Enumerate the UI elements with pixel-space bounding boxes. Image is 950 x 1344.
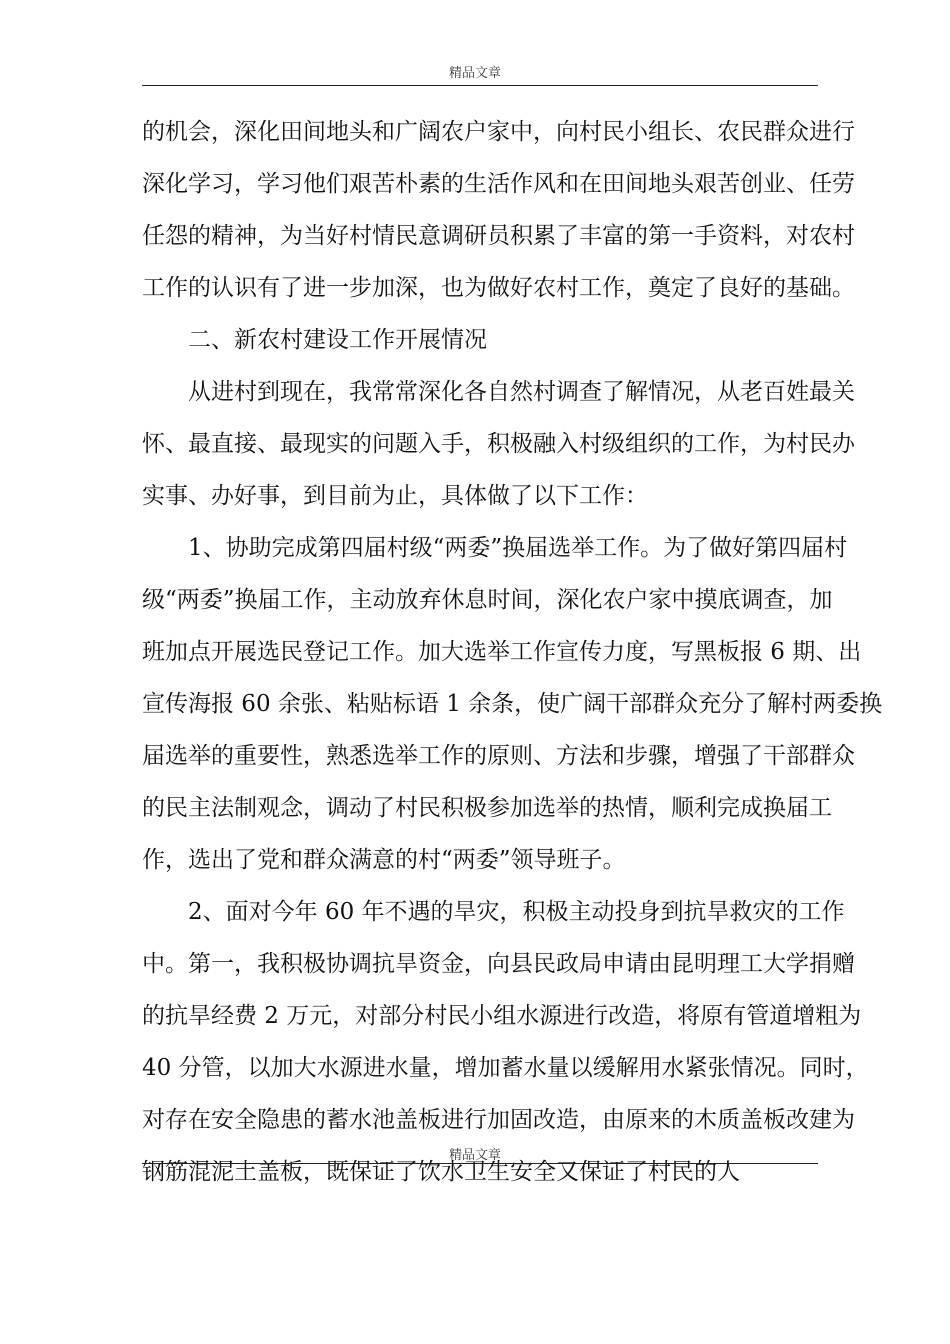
header-rule [142,85,818,86]
text-line: 的机会，深化田间地头和广阔农户家中，向村民小组长、农民群众进行 [142,119,855,145]
text-line: 实事、办好事，到目前为止，具体做了以下工作： [142,483,648,509]
text-line: 的抗旱经费 2 万元，对部分村民小组水源进行改造，将原有管道增粗为 [142,1003,862,1029]
text-line: 对存在安全隐患的蓄水池盖板进行加固改造，由原来的木质盖板改建为 [142,1107,855,1133]
text-line: 从进村到现在，我常常深化各自然村调查了解情况，从老百姓最关 [188,379,855,405]
text-line: 届选举的重要性，熟悉选举工作的原则、方法和步骤，增强了干部群众 [142,743,855,769]
text-line: 钢筋混泥土盖板，既保证了饮水卫生安全又保证了村民的人 [142,1159,740,1185]
text-line: 2、面对今年 60 年不遇的旱灾，积极主动投身到抗旱救灾的工作 [188,899,845,925]
section-heading: 二、新农村建设工作开展情况 [188,327,487,353]
text-line: 宣传海报 60 余张、粘贴标语 1 余条，使广阔干部群众充分了解村两委换 [142,691,883,717]
text-line: 工作的认识有了进一步加深，也为做好农村工作，奠定了良好的基础。 [142,275,855,301]
text-line: 的民主法制观念，调动了村民积极参加选举的热情，顺利完成换届工 [142,795,832,821]
text-line: 级“两委”换届工作，主动放弃休息时间，深化农户家中摸底调查，加 [142,587,833,613]
text-line: 1、协助完成第四届村级“两委”换届选举工作。为了做好第四届村 [188,535,848,561]
text-line: 深化学习，学习他们艰苦朴素的生活作风和在田间地头艰苦创业、任劳 [142,171,855,197]
page-footer: 精品文章 [448,1148,501,1163]
text-line: 中。第一，我积极协调抗旱资金，向县民政局申请由昆明理工大学捐赠 [142,951,855,977]
text-line: 班加点开展选民登记工作。加大选举工作宣传力度，写黑板报 6 期、出 [142,639,862,665]
page-header: 精品文章 [448,66,501,81]
text-line: 作，选出了党和群众满意的村“两委”领导班子。 [142,847,626,873]
document-body [142,106,883,1198]
text-line: 40 分管，以加大水源进水量，增加蓄水量以缓解用水紧张情况。同时， [142,1055,869,1081]
text-line: 任怨的精神，为当好村情民意调研员积累了丰富的第一手资料，对农村 [142,223,855,249]
text-line: 怀、最直接、最现实的问题入手，积极融入村级组织的工作，为村民办 [142,431,855,457]
